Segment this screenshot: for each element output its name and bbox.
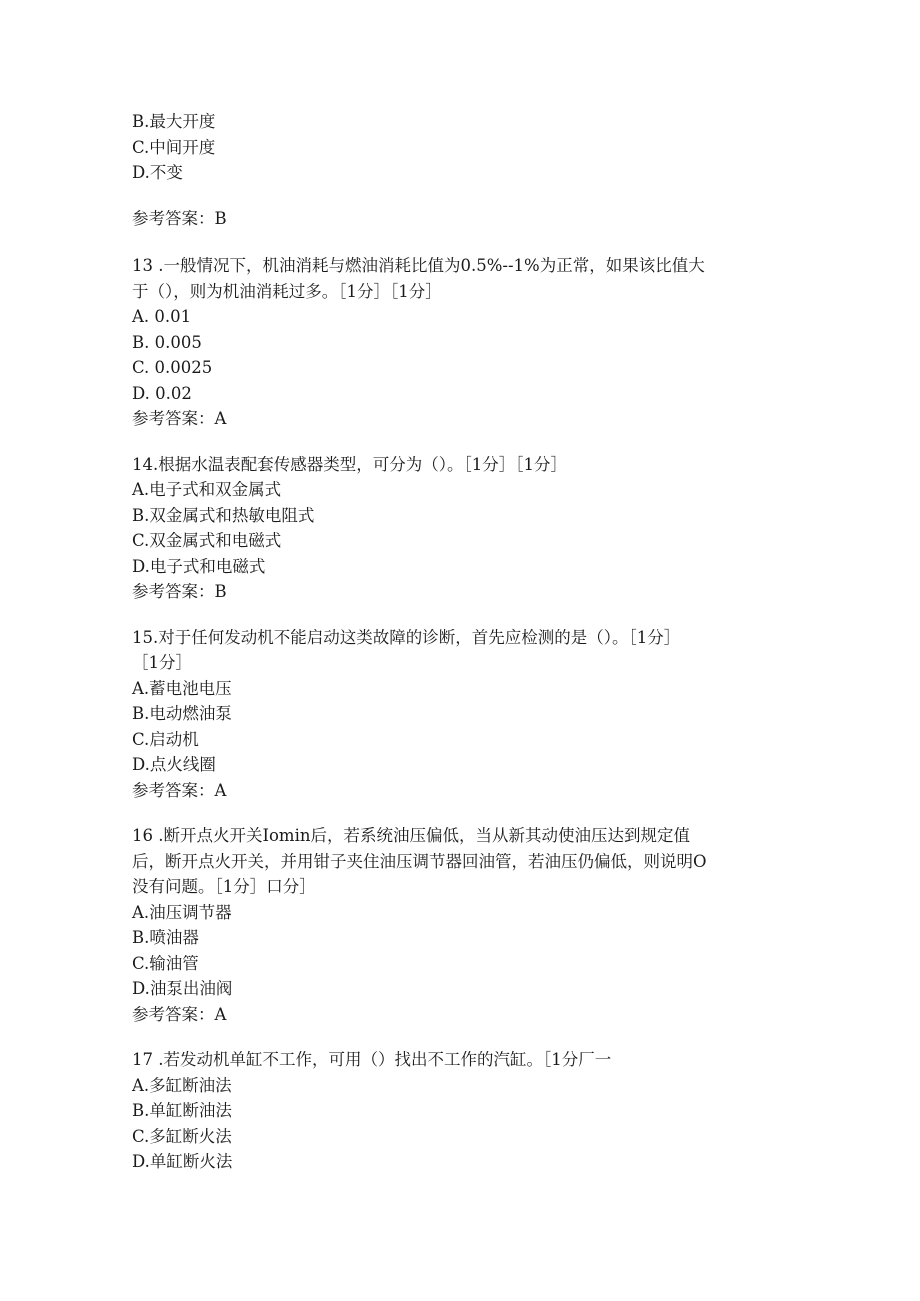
option-c: C.输油管 (132, 953, 199, 973)
answer-line: 参考答案：A (132, 1004, 227, 1024)
question-title: 16 .断开点火开关Iomin后，若系统油压偏低，当从新其动使油压达到规定值 (132, 826, 690, 845)
option-b: B.最大开度 (132, 112, 216, 131)
question-title: 15.对于任何发动机不能启动这类故障的诊断，首先应检测的是（）。［1分］ (132, 627, 681, 647)
option-d: D.油泵出油阀 (132, 979, 233, 998)
question-title: ［1分］ (132, 653, 192, 672)
option-c: C.多缸断火法 (132, 1126, 232, 1146)
option-b: B.双金属式和热敏电阻式 (132, 505, 315, 525)
question-title: 后，断开点火开关，并用钳子夹住油压调节器回油管，若油压仍偏低，则说明O (132, 851, 707, 871)
option-b: B.电动燃油泵 (132, 704, 232, 723)
option-c: C. 0.0025 (132, 358, 213, 377)
question-title: 14.根据水温表配套传感器类型，可分为（）。［1分］［1分］ (132, 454, 567, 474)
option-a: A.油压调节器 (132, 902, 232, 922)
option-d: D.单缸断火法 (132, 1152, 233, 1171)
answer-line: 参考答案：B (132, 582, 227, 601)
option-c: C.启动机 (132, 729, 199, 749)
answer-line: 参考答案：A (132, 409, 227, 428)
question-title: 13 .一般情况下，机油消耗与燃油消耗比值为0.5%--1%为正常，如果该比值大 (132, 256, 705, 275)
option-d: D.电子式和电磁式 (132, 556, 266, 576)
option-d: D. 0.02 (132, 383, 192, 403)
question-15 (132, 625, 792, 804)
option-d: D.不变 (132, 163, 183, 182)
option-a: A.多缸断油法 (132, 1075, 232, 1095)
question-17 (132, 1047, 792, 1175)
option-d: D.点火线圈 (132, 755, 216, 774)
option-c: C.双金属式和电磁式 (132, 531, 282, 550)
question-13 (132, 253, 792, 432)
exam-page (132, 109, 792, 1175)
option-a: A.电子式和双金属式 (132, 480, 282, 499)
option-b: B.喷油器 (132, 928, 199, 947)
question-16 (132, 823, 792, 1027)
question-title: 17 .若发动机单缸不工作，可用（）找出不工作的汽缸。［1分厂一 (132, 1050, 612, 1069)
option-b: B. 0.005 (132, 332, 202, 352)
answer-line: 参考答案：A (132, 780, 227, 800)
option-b: B.单缸断油法 (132, 1101, 232, 1120)
option-c: C.中间开度 (132, 137, 216, 157)
answer-line: 参考答案：B (132, 208, 227, 228)
carryover-block (132, 109, 792, 231)
option-a: A.蓄电池电压 (132, 678, 232, 698)
option-a: A. 0.01 (132, 307, 192, 326)
question-14 (132, 452, 792, 605)
question-title: 于（），则为机油消耗过多。［1分］［1分］ (132, 281, 442, 301)
question-title: 没有问题。［1分］口分］ (132, 877, 316, 896)
